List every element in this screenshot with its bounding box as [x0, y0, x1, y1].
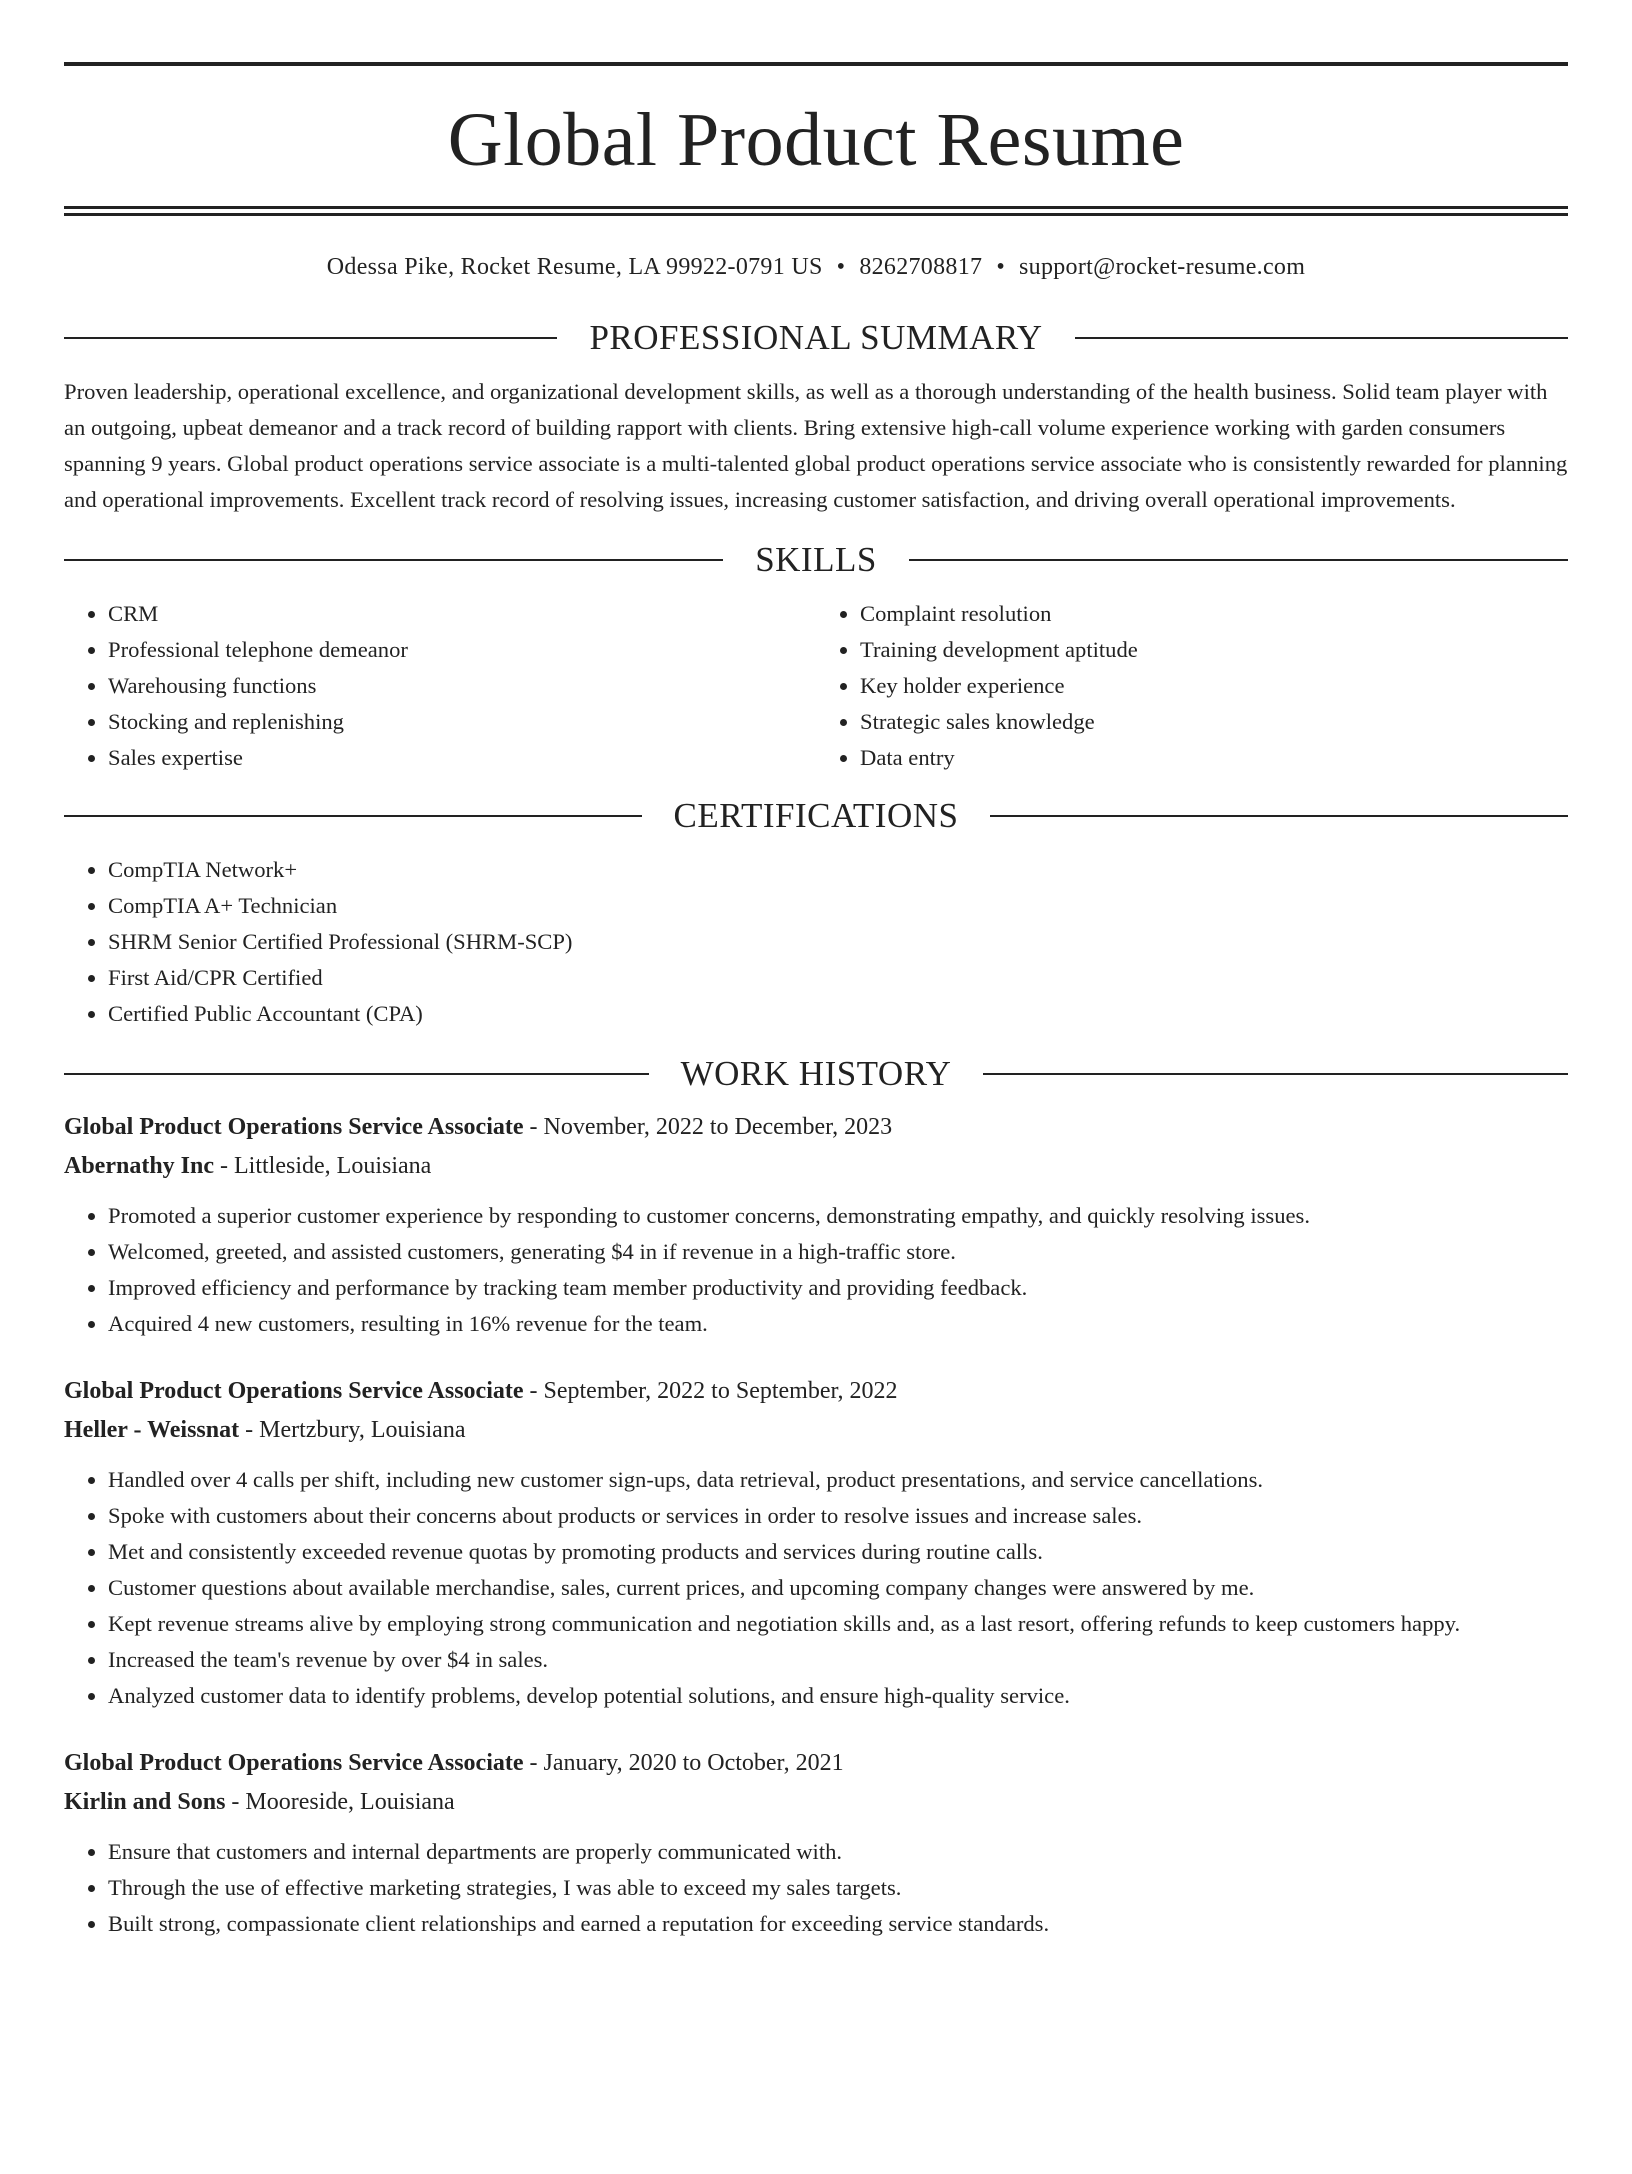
- job-bullet: • Met and consistently exceeded revenue quotas by promoting products and services during routine calls.: [108, 1534, 1568, 1570]
- section-heading-work-history: [64, 1052, 1568, 1096]
- job-bullet: • Welcomed, greeted, and assisted customers, generating $4 in if revenue in a high-traffic store.: [108, 1234, 1568, 1270]
- section-heading-summary: [64, 316, 1568, 360]
- section-title: SKILLS: [755, 540, 877, 579]
- skill-item: • Warehousing functions: [108, 668, 816, 704]
- job-bullet: • Ensure that customers and internal departments are properly communicated with.: [108, 1834, 1568, 1870]
- heading-rule: [64, 559, 723, 561]
- job-location: - Littleside, Louisiana: [214, 1153, 432, 1179]
- contact-email[interactable]: support@rocket-resume.com: [1019, 254, 1306, 280]
- job-title-line: [64, 1744, 1568, 1783]
- section-heading-skills: [64, 538, 1568, 582]
- skill-item: • Key holder experience: [860, 668, 1568, 704]
- job-entry: [64, 1372, 1568, 1714]
- skill-item: • Professional telephone demeanor: [108, 632, 816, 668]
- contact-address: Odessa Pike, Rocket Resume, LA 99922-0791 US: [326, 254, 823, 280]
- heading-rule: [64, 1073, 649, 1075]
- section-title: PROFESSIONAL SUMMARY: [589, 318, 1043, 357]
- skills-column-right: [816, 596, 1568, 776]
- job-entry: [64, 1744, 1568, 1942]
- skill-item: • Data entry: [860, 740, 1568, 776]
- job-bullet: • Handled over 4 calls per shift, including new customer sign-ups, data retrieval, product presentations, and service cancellations.: [108, 1462, 1568, 1498]
- contact-separator: •: [996, 254, 1006, 280]
- section-heading-certifications: [64, 794, 1568, 838]
- job-company-line: [64, 1147, 1568, 1186]
- job-bullet: • Built strong, compassionate client relationships and earned a reputation for exceeding service standards.: [108, 1906, 1568, 1942]
- job-company: Heller - Weissnat: [64, 1417, 240, 1443]
- heading-rule: [983, 1073, 1568, 1075]
- job-dates: - September, 2022 to September, 2022: [523, 1378, 898, 1404]
- skill-item: • CRM: [108, 596, 816, 632]
- contact-phone: 8262708817: [859, 254, 983, 280]
- job-title: Global Product Operations Service Associate: [64, 1378, 524, 1404]
- job-bullet: • Analyzed customer data to identify problems, develop potential solutions, and ensure high-quality service.: [108, 1678, 1568, 1714]
- heading-rule: [1075, 337, 1568, 339]
- job-bullet: • Kept revenue streams alive by employing strong communication and negotiation skills and, as a last resort, offering refunds to keep customers happy.: [108, 1606, 1568, 1642]
- skill-item: • Sales expertise: [108, 740, 816, 776]
- job-bullet: • Through the use of effective marketing strategies, I was able to exceed my sales targets.: [108, 1870, 1568, 1906]
- job-bullet: • Promoted a superior customer experience by responding to customer concerns, demonstrating empathy, and quickly resolving issues.: [108, 1198, 1568, 1234]
- skills-list: [64, 596, 1568, 776]
- job-bullet: • Increased the team's revenue by over $4 in sales.: [108, 1642, 1568, 1678]
- job-dates: - November, 2022 to December, 2023: [523, 1114, 893, 1140]
- contact-separator: •: [836, 254, 846, 280]
- job-bullet: • Customer questions about available merchandise, sales, current prices, and upcoming company changes were answered by me.: [108, 1570, 1568, 1606]
- heading-rule: [909, 559, 1568, 561]
- skill-item: • Complaint resolution: [860, 596, 1568, 632]
- job-entry: [64, 1108, 1568, 1342]
- job-bullets: [64, 1462, 1568, 1714]
- job-dates: - January, 2020 to October, 2021: [523, 1750, 844, 1776]
- job-company-line: [64, 1783, 1568, 1822]
- job-title: Global Product Operations Service Associate: [64, 1750, 524, 1776]
- section-title: WORK HISTORY: [680, 1054, 952, 1093]
- skill-item: • Training development aptitude: [860, 632, 1568, 668]
- skill-item: • Strategic sales knowledge: [860, 704, 1568, 740]
- job-company: Abernathy Inc: [64, 1153, 215, 1179]
- heading-rule: [990, 815, 1568, 817]
- job-location: - Mertzbury, Louisiana: [239, 1417, 466, 1443]
- summary-text: Proven leadership, operational excellence, and organizational development skills, as well as a thorough understanding of the health business. Solid team player with an outgoing, upbeat demeanor and a track record of building rapport with clients. Bring extensive high-call volume experience working with garden consumers spanning 9 years. Global product operations service associate is a multi-talented global product operations service associate who is consistently rewarded for planning and operational improvements. Excellent track record of resolving issues, increasing customer satisfaction, and driving overall operational improvements.: [64, 379, 1568, 512]
- job-bullet: • Improved efficiency and performance by tracking team member productivity and providing feedback.: [108, 1270, 1568, 1306]
- job-location: - Mooreside, Louisiana: [225, 1789, 455, 1815]
- skills-column-left: [64, 596, 816, 776]
- job-company-line: [64, 1411, 1568, 1450]
- job-bullets: [64, 1834, 1568, 1942]
- certification-item: • SHRM Senior Certified Professional (SHRM-SCP): [108, 924, 1568, 960]
- resume-page: [0, 62, 1632, 2174]
- top-rule: [64, 62, 1568, 66]
- job-bullets: [64, 1198, 1568, 1342]
- certification-item: • CompTIA A+ Technician: [108, 888, 1568, 924]
- certification-item: • CompTIA Network+: [108, 852, 1568, 888]
- page-title: Global Product Resume: [447, 98, 1185, 182]
- contact-line: [64, 252, 1568, 282]
- job-title-line: [64, 1108, 1568, 1147]
- heading-rule: [64, 815, 642, 817]
- job-title: Global Product Operations Service Associate: [64, 1114, 524, 1140]
- certification-item: • Certified Public Accountant (CPA): [108, 996, 1568, 1032]
- heading-rule: [64, 337, 557, 339]
- section-title: CERTIFICATIONS: [673, 796, 959, 835]
- certifications-list: [64, 852, 1568, 1032]
- title-double-rule: [64, 206, 1568, 216]
- job-bullet: • Spoke with customers about their concerns about products or services in order to resolve issues and increase sales.: [108, 1498, 1568, 1534]
- skill-item: • Stocking and replenishing: [108, 704, 816, 740]
- job-title-line: [64, 1372, 1568, 1411]
- job-company: Kirlin and Sons: [64, 1789, 226, 1815]
- certification-item: • First Aid/CPR Certified: [108, 960, 1568, 996]
- job-bullet: • Acquired 4 new customers, resulting in 16% revenue for the team.: [108, 1306, 1568, 1342]
